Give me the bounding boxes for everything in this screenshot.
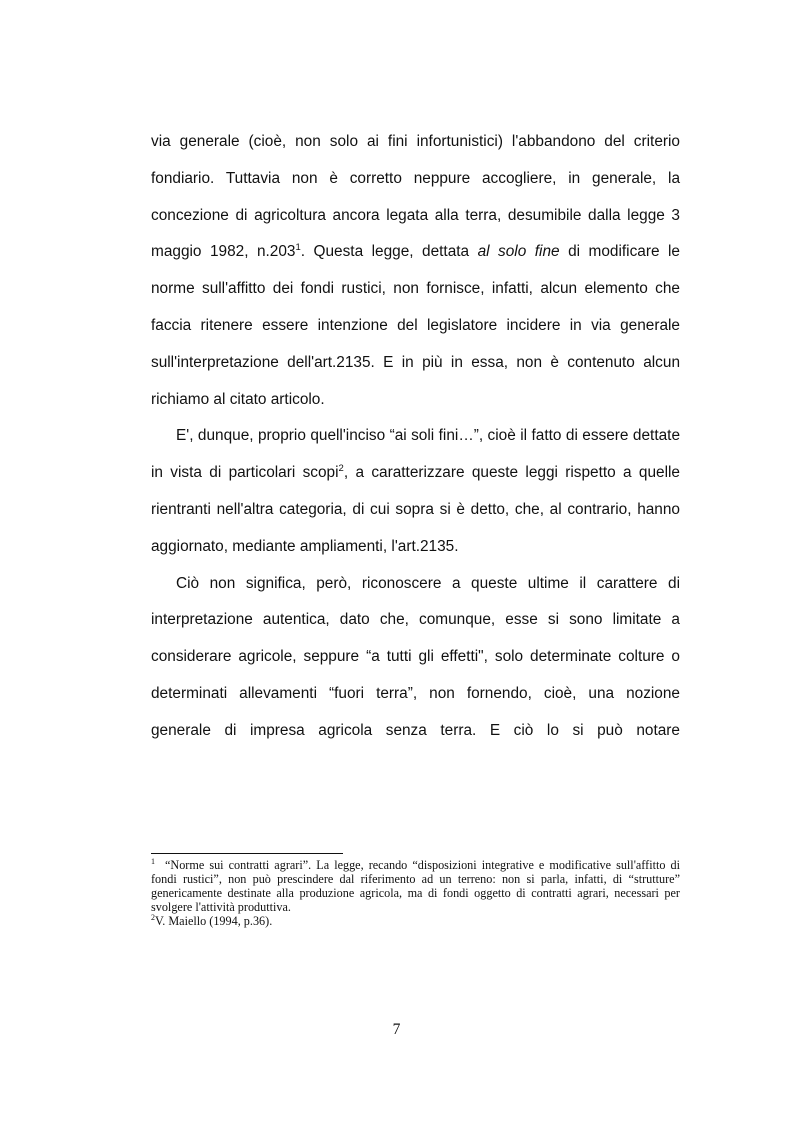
main-text [151, 124, 680, 750]
footnote-separator [151, 853, 343, 854]
footnote-2 [151, 914, 680, 928]
footnote-2-marker: 2 [151, 913, 155, 922]
footnote-1 [151, 858, 680, 914]
paragraph-1-text-a: via generale (cioè, non solo ai fini infortunistici) l'abbandono del criterio fondiario. Tuttavia non è corretto neppure accogliere, in generale, la concezione di agricoltura ancora legata alla terra, desumibile dalla legge 3 maggio 1982, n.203 [151, 133, 680, 261]
paragraph-2 [151, 418, 680, 565]
footnote-1-marker: 1 [151, 857, 155, 866]
footnote-ref-1: 1 [295, 242, 301, 254]
footnotes [151, 858, 680, 928]
footnote-1-text: “Norme sui contratti agrari”. La legge, recando “disposizioni integrative e modificative sull'affitto di fondi rustici”, non può prescindere dal riferimento ad un terreno: non si parla, infatti, di “strutture” genericamente destinate alla produzione agricola, ma di fondi oggetto di contratti agrari, necessari per svolgere l'attività produttiva. [151, 858, 680, 914]
paragraph-2-text-b: , a caratterizzare queste leggi rispetto a quelle rientranti nell'altra categoria, di cui sopra si è detto, che, al contrario, hanno aggiornato, mediante ampliamenti, l'art.2135. [151, 464, 680, 555]
paragraph-1-emphasis: al solo fine [477, 243, 560, 261]
paragraph-1-text-b: . Questa legge, dettata [300, 243, 478, 261]
paragraph-2-text-a: E', dunque, proprio quell'inciso “ai soli fini…”, cioè il fatto di essere dettate in vista di particolari scopi [151, 427, 680, 482]
page-number: 7 [392, 1021, 401, 1038]
footnote-ref-2: 2 [338, 463, 344, 475]
footnote-2-text: V. Maiello (1994, p.36). [155, 914, 273, 928]
paragraph-3: Ciò non significa, però, riconoscere a queste ultime il carattere di interpretazione autentica, dato che, comunque, esse si sono limitate a considerare agricole, seppure “a tutti gli effetti", solo determinate colture o determinati allevamenti “fuori terra”, non fornendo, cioè, una nozione generale di impresa agricola senza terra. E ciò lo si può notare [151, 574, 680, 739]
paragraph-1-text-c: di modificare le norme sull'affitto dei fondi rustici, non fornisce, infatti, alcun elemento che faccia ritenere essere intenzione del legislatore incidere in via generale sull'interpretazione dell'art.2135. E in più in essa, non è contenuto alcun richiamo al citato articolo. [151, 243, 680, 408]
paragraph-1 [151, 124, 680, 418]
